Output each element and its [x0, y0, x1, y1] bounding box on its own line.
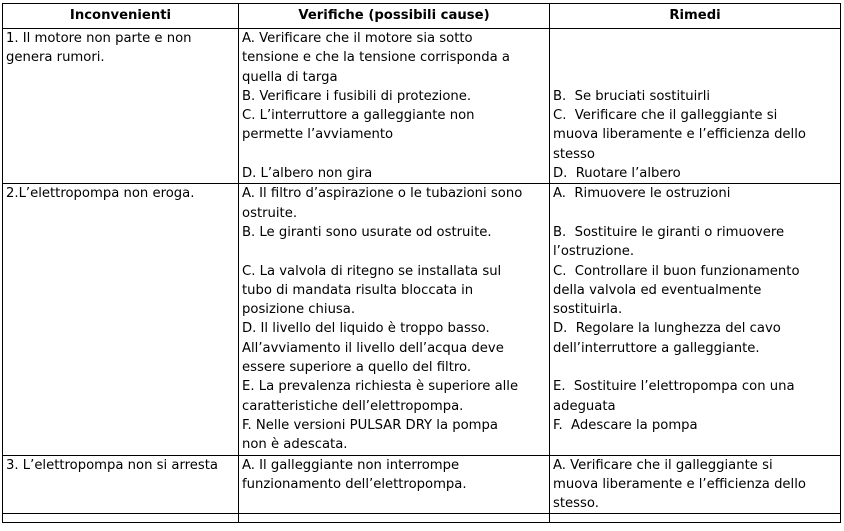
cell-line: dell’interruttore a galleggiante.: [553, 340, 760, 356]
blank-line: [553, 435, 837, 454]
cell-line: essere superiore a quello del filtro.: [242, 360, 472, 376]
cell-line: E. La prevalenza richiesta è superiore alle: [242, 379, 519, 395]
cell-line: ostruite.: [242, 205, 298, 221]
cell-line: D. Ruotare l’albero: [553, 166, 681, 182]
cell-line: E. Sostituire l’elettropompa con una: [553, 379, 795, 395]
remedies-cell: [550, 455, 841, 514]
cell-line: A. Il filtro d’aspirazione o le tubazioni sono: [242, 186, 523, 202]
cell-line: B. Sostituire le giranti o rimuovere: [553, 224, 785, 240]
blank-line: [242, 242, 546, 261]
cell-line: All’avviamento il livello dell’acqua deve: [242, 340, 504, 356]
cell-line: A. Rimuovere le ostruzioni: [553, 186, 731, 202]
cell-line: D. Il livello del liquido è troppo basso.: [242, 321, 490, 337]
cell-line: B. Se bruciati sostituirli: [553, 88, 711, 104]
cell-line: D. L’albero non gira: [242, 166, 373, 182]
cell-line: A. Verificare che il galleggiante si: [553, 457, 773, 473]
remedies-cell: [550, 184, 841, 455]
problem-cell: [3, 455, 239, 514]
cell-line: B. Verificare i fusibili di protezione.: [242, 88, 472, 104]
cell-line: D. Regolare la lunghezza del cavo: [553, 321, 781, 337]
cell-line: quella di targa: [242, 69, 338, 85]
checks-cell: [239, 29, 550, 184]
cell-line: C. Verificare che il galleggiante si: [553, 108, 778, 124]
cell-line: non è adescata.: [242, 437, 348, 453]
cell-line: l’ostruzione.: [553, 244, 635, 260]
cell-line: C. Controllare il buon funzionamento: [553, 263, 800, 279]
empty-cell: [239, 514, 550, 523]
cell-line: della valvola ed eventualmente: [553, 282, 762, 298]
checks-cell: [239, 184, 550, 455]
cell-line: A. Il galleggiante non interrompe: [242, 457, 460, 473]
problem-cell: [3, 184, 239, 455]
cell-line: B. Le giranti sono usurate od ostruite.: [242, 224, 492, 240]
cell-line: sostituirla.: [553, 302, 623, 318]
blank-line: [553, 29, 837, 48]
problem-cell: [3, 29, 239, 184]
cell-line: 1. Il motore non parte e non: [6, 31, 192, 46]
cell-line: C. La valvola di ritegno se installata sul: [242, 263, 502, 279]
checks-cell: [239, 455, 550, 514]
cell-line: muova liberamente e l’efficienza dello: [553, 476, 806, 492]
cell-line: stesso.: [553, 496, 599, 512]
header-problems: Inconvenienti: [3, 4, 239, 29]
cell-line: 3. L’elettropompa non si arresta: [6, 457, 219, 473]
empty-cell: [550, 514, 841, 523]
table-row: [3, 29, 841, 184]
blank-line: [553, 204, 837, 223]
cell-line: 2.L’elettropompa non eroga.: [6, 186, 195, 202]
blank-line: [242, 145, 546, 164]
header-row: [3, 4, 841, 29]
table-row-partial: [3, 514, 841, 523]
cell-line: tubo di mandata risulta bloccata in: [242, 282, 474, 298]
cell-line: posizione chiusa.: [242, 302, 356, 318]
cell-line: C. L’interruttore a galleggiante non: [242, 108, 475, 124]
table-row: [3, 184, 841, 455]
header-checks: Verifiche (possibili cause): [239, 4, 550, 29]
header-remedies: Rimedi: [550, 4, 841, 29]
cell-line: A. Verificare che il motore sia sotto: [242, 31, 473, 46]
remedies-cell: [550, 29, 841, 184]
cell-line: stesso: [553, 146, 595, 162]
cell-line: permette l’avviamento: [242, 127, 394, 143]
cell-line: F. Adescare la pompa: [553, 417, 698, 433]
cell-line: adeguata: [553, 398, 616, 414]
cell-line: tensione e che la tensione corrisponda a: [242, 50, 510, 66]
cell-line: muova liberamente e l’efficienza dello: [553, 127, 806, 143]
cell-line: genera rumori.: [6, 50, 105, 66]
blank-line: [553, 68, 837, 87]
cell-line: caratteristiche dell’elettropompa.: [242, 398, 464, 414]
table-row: [3, 455, 841, 514]
cell-line: funzionamento dell’elettropompa.: [242, 476, 467, 492]
blank-line: [553, 358, 837, 377]
blank-line: [553, 48, 837, 67]
empty-cell: [3, 514, 239, 523]
cell-line: F. Nelle versioni PULSAR DRY la pompa: [242, 417, 498, 433]
troubleshooting-table: [2, 3, 841, 523]
